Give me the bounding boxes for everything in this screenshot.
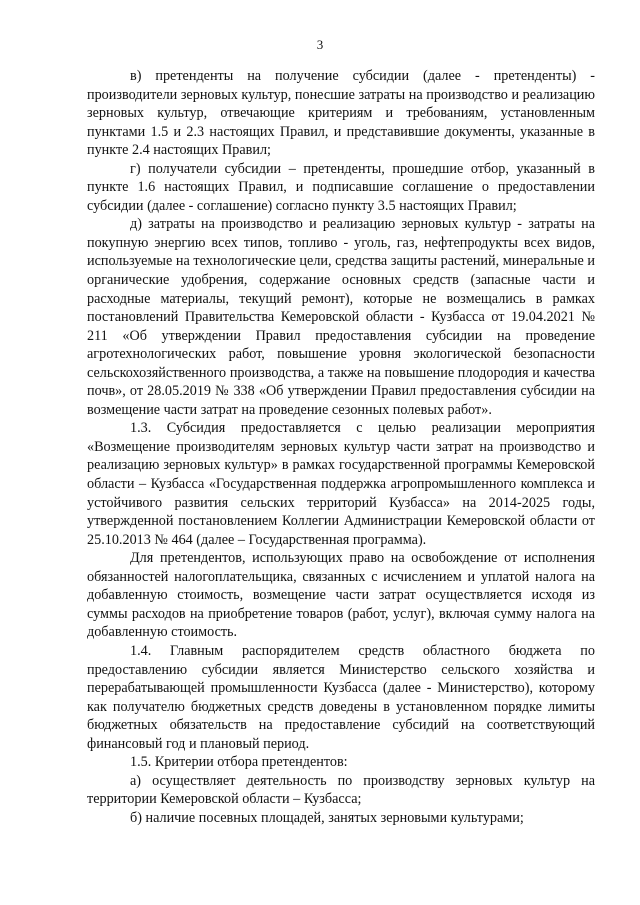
document-body <box>87 67 595 827</box>
page-number: 3 <box>316 37 324 52</box>
paragraph-g-recipients: г) получатели субсидии – претенденты, прошедшие отбор, указанный в пункте 1.6 настоящих Правил, и подписавшие соглашение о предоставлении субсидии (далее - соглашение) согласно пункту 3.5 настоящих Правил; <box>87 160 595 214</box>
paragraph-1-3-purpose: 1.3. Субсидия предоставляется с целью реализации мероприятия «Возмещение производителям зерновых культур части затрат на производство и реализацию зерновых культур» в рамках государственной программы Кемеровской области – Кузбасса «Государственная поддержка агропромышленного комплекса и устойчивого развития сельских территорий Кузбасса» на 2014-2025 годы, утвержденной постановлением Коллегии Администрации Кемеровской области от 25.10.2013 № 464 (далее – Государственная программа). <box>87 420 595 548</box>
paragraph-a-activity: а) осуществляет деятельность по производству зерновых культур на территории Кемеровской области – Кузбасса; <box>87 772 595 808</box>
paragraph-v-applicants: в) претенденты на получение субсидии (далее - претенденты) - производители зерновых культур, понесшие затраты на производство и реализацию зерновых культур, отвечающие критериям и требованиям, установленным пунктами 1.5 и 2.3 настоящих Правил, и представившие документы, указанные в пункте 2.4 настоящих Правил; <box>87 68 595 159</box>
paragraph-vat-exemption: Для претендентов, использующих право на освобождение от исполнения обязанностей налогоплательщика, связанных с исчислением и уплатой налога на добавленную стоимость, возмещение части затрат осуществляется исходя из суммы расходов на приобретение товаров (работ, услуг), включая сумму налога на добавленную стоимость. <box>87 550 595 641</box>
paragraph-d-costs: д) затраты на производство и реализацию зерновых культур - затраты на покупную энергию всех типов, топливо - уголь, газ, нефтепродукты всех видов, используемые на технологические цели, средства защиты растений, минеральные и органические удобрения, содержание основных средств (запасные части и расходные материалы, текущий ремонт), которые не возмещались в рамках постановлений Правительства Кемеровской области - Кузбасса от 19.04.2021 № 211 «Об утверждении Правил предоставления субсидии на проведение агротехнологических работ, повышение уровня экологической безопасности сельскохозяйственного производства, а также на повышение плодородия и качества почв», от 28.05.2019 № 338 «Об утверждении Правил предоставления субсидии на возмещение части затрат на проведение сезонных полевых работ». <box>87 216 595 418</box>
paragraph-1-5-criteria: 1.5. Критерии отбора претендентов: <box>130 754 348 771</box>
paragraph-b-sown-area: б) наличие посевных площадей, занятых зерновыми культурами; <box>130 809 524 826</box>
paragraph-1-4-ministry: 1.4. Главным распорядителем средств областного бюджета по предоставлению субсидии является Министерство сельского хозяйства и перерабатывающей промышленности Кузбасса (далее - Министерство), которому как получателю бюджетных средств доведены в установленном порядке лимиты бюджетных обязательств на предоставление субсидий на соответствующий финансовый год и плановый период. <box>87 642 595 752</box>
